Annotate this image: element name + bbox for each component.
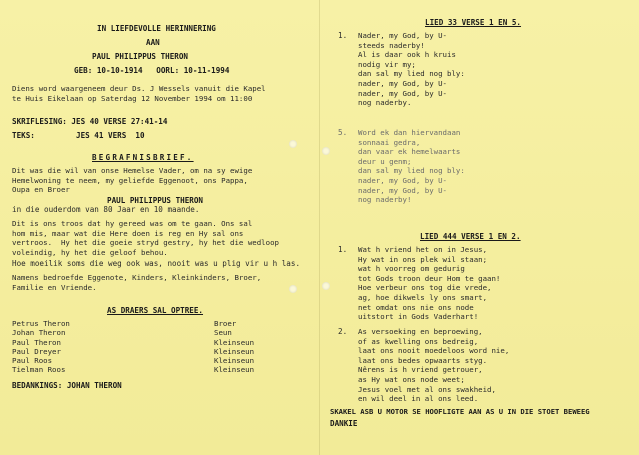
memorial-heading: IN LIEFDEVOLLE HERINNERING (97, 24, 216, 33)
pallbearer-relation: Seun (214, 328, 232, 338)
hymn1-title: LIED 33 VERSE 1 EN 5. (425, 18, 522, 27)
hymn2-verse2-number: 2. (338, 327, 348, 336)
acknowledgements: BEDANKINGS: JOHAN THERON (12, 381, 122, 390)
hymn2-title: LIED 444 VERSE 1 EN 2. (420, 232, 521, 241)
fold-line (319, 0, 320, 455)
age-line: in die ouderdom van 80 Jaar en 10 maande. (12, 205, 200, 214)
service-info: Diens word waargeneem deur Ds. J Wessels vanuit die Kapel te Huis Eikelaan op Saterdag 12 November 1994 om 11:00 (12, 84, 266, 103)
deceased-name: PAUL PHILIPPUS THERON (92, 52, 189, 61)
hymn1-verse1: Nader, my God, by U- steeds naderby! Al is daar ook h kruis nodig vir my; dan sal my lied nog bly: nader, my God, by U- nader, my God, by U- nog naderby. (358, 31, 465, 108)
pallbearer-name: Paul Roos (12, 356, 53, 366)
punch-hole-right-bottom (322, 282, 330, 290)
pallbearer-relation: Broer (214, 319, 237, 328)
procession-notice: SKAKEL ASB U MOTOR SE HOOFLIGTE AAN AS U IN DIE STOET BEWEEG (330, 407, 590, 416)
hymn1-verse5: Word ek dan hiervandaan sonnaai gedra, dan vaar ek hemelwaarts deur u genm; dan sal my lied nog bly: nader, my God, by U- nader, my God, by U- nog naderby! (358, 128, 465, 205)
hymn1-verse5-number: 5. (338, 128, 348, 137)
punch-hole-right-top (322, 147, 330, 155)
pallbearer-relation: Kleinseun (214, 356, 255, 366)
pallbearer-name: Paul Theron (12, 337, 61, 347)
pallbearer-relation: Kleinseun (214, 365, 255, 375)
pallbearers-title: AS DRAERS SAL OPTREE. (107, 306, 204, 315)
birth-death-dates: GEB: 10-10-1914 OORL: 10-11-1994 (74, 66, 230, 75)
punch-hole-bottom (289, 285, 297, 293)
hymn2-verse1: Wat h vriend het on in Jesus, Hy wat in ons plek wil staan; wat h voorreg om gedurig tot Gods troon deur Hom te gaan! Hoe verbeur ons tog die vrede, ag, hoe dikwels ly ons smart, net omdat ons nie ons node uitstort in Gods Vaderhart! (358, 245, 501, 322)
skriflesing: SKRIFLESING: JES 40 VERSE 27:41-14 (12, 117, 168, 126)
family-line: Namens bedroefde Eggenote, Kinders, Kleinkinders, Broer, Familie en Vriende. (12, 273, 262, 292)
deceased-name-repeat: PAUL PHILIPPUS THERON (107, 196, 204, 205)
hymn1-verse1-number: 1. (338, 31, 348, 40)
pallbearer-relation: Kleinseun (214, 346, 255, 356)
pallbearer-name: Johan Theron (12, 328, 66, 338)
duty-line: Hoe moeilik soms die weg ook was, nooit was u plig vir u h las. (12, 259, 301, 268)
memorial-heading-aan: AAN (146, 38, 160, 47)
pallbearer-relation: Kleinseun (214, 337, 255, 347)
begrafnisbrief-title: BEGRAFNISBRIEF. (92, 153, 194, 162)
hymn2-verse1-number: 1. (338, 245, 348, 254)
pallbearer-name: Tielman Roos (12, 365, 66, 375)
teks-label: TEKS: (12, 131, 35, 140)
thanks-line: DANKIE (330, 419, 358, 428)
pallbearer-relations (214, 319, 254, 375)
pallbearer-name: Petrus Theron (12, 319, 70, 328)
punch-hole-top (289, 140, 297, 148)
pallbearer-names (12, 319, 70, 375)
announcement-paragraph: Dit was die wil van onse Hemelse Vader, om na sy ewige Hemelwoning te neem, my geliefde Eggenoot, ons Pappa, Oupa en Broer (12, 166, 253, 195)
teks-value: JES 41 VERS 10 (76, 131, 145, 140)
hymn2-verse2: As versoeking en beproewing, of as kwelling ons bedreig, laat ons nooit moedeloos word nie, laat ons bedes opwaarts styg. Nêrens is h vriend getrouer, as Hy wat ons node weet; Jesus voel met al ons swakheid, en wil deel in al ons leed. (358, 327, 510, 404)
pallbearer-name: Paul Dreyer (12, 346, 61, 356)
comfort-paragraph: Dit is ons troos dat hy gereed was om te gaan. Ons sal hom mis, maar wat die Here doen is reg en Hy sal ons vertroos. Hy het die goeie stryd gestry, hy het die wedloop voleindig, hy het die geloof behou. (12, 219, 279, 257)
